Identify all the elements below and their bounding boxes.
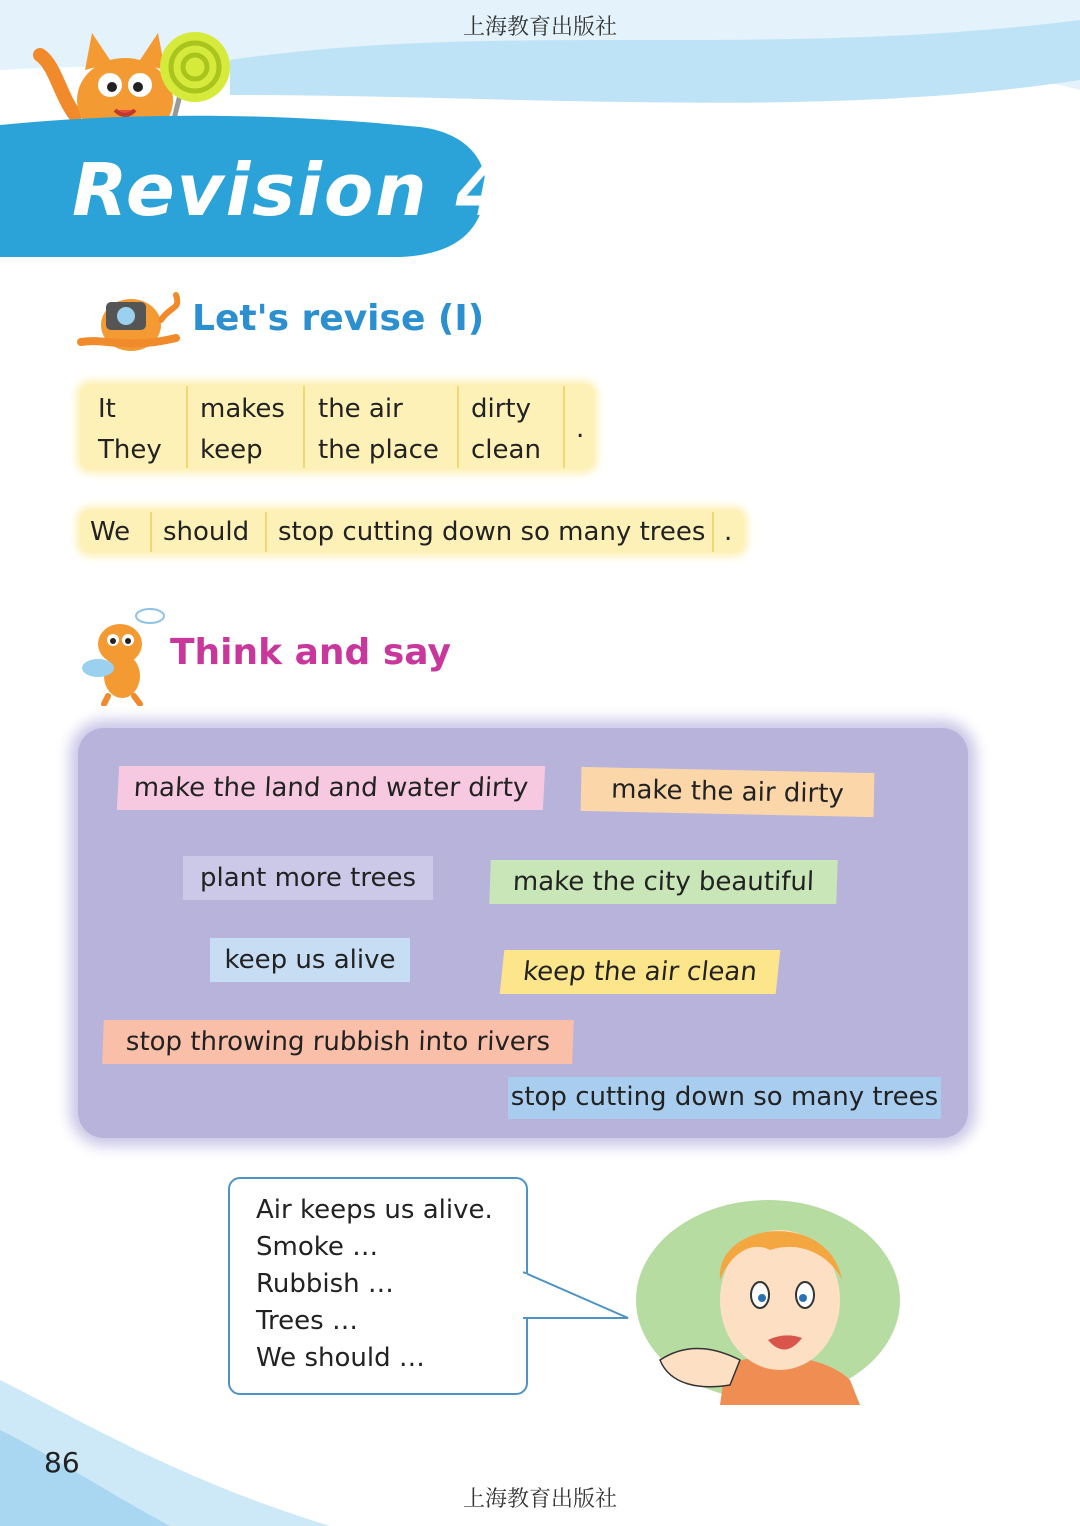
boy-speaking-illustration — [630, 1200, 900, 1405]
table-divider — [712, 512, 714, 552]
table-cell: the air — [318, 394, 403, 424]
phrase-card: keep the air clean — [500, 950, 781, 994]
lets-revise-heading: Let's revise (I) — [192, 298, 485, 339]
table-cell: dirty — [471, 394, 531, 424]
bubble-line: Rubbish … — [256, 1269, 394, 1299]
phrase-card: plant more trees — [183, 856, 433, 900]
bubble-line: Air keeps us alive. — [256, 1195, 493, 1225]
table-divider — [303, 386, 305, 468]
table-divider — [186, 386, 188, 468]
table-cell: keep — [200, 435, 263, 465]
phrase-card: keep us alive — [210, 938, 410, 982]
bubble-line: We should … — [256, 1343, 425, 1373]
table-cell: the place — [318, 435, 439, 465]
table-divider — [563, 386, 565, 468]
publisher-header: 上海教育出版社 — [462, 15, 617, 40]
table-cell: should — [163, 517, 250, 547]
table-end-mark: . — [724, 517, 733, 547]
cat-thinking-icon — [78, 606, 173, 706]
page-title: Revision 4 — [72, 148, 508, 232]
phrase-card: make the air dirty — [581, 767, 875, 817]
think-and-say-heading: Think and say — [170, 632, 451, 673]
table-end-mark: . — [576, 414, 585, 444]
bubble-line: Trees … — [256, 1306, 358, 1336]
table-cell: stop cutting down so many trees — [278, 517, 706, 547]
table-divider — [457, 386, 459, 468]
bubble-line: Smoke … — [256, 1232, 379, 1262]
table-cell: We — [90, 517, 131, 547]
phrase-card: stop cutting down so many trees — [508, 1077, 941, 1119]
publisher-footer: 上海教育出版社 — [462, 1487, 617, 1512]
table-divider — [265, 512, 267, 552]
phrase-card: stop throwing rubbish into rivers — [102, 1020, 574, 1064]
table-cell: clean — [471, 435, 541, 465]
speech-bubble-tail — [523, 1270, 631, 1325]
table-cell: It — [98, 394, 116, 424]
phrase-card: make the land and water dirty — [117, 766, 545, 810]
page-number: 86 — [44, 1446, 80, 1479]
table-divider — [150, 512, 152, 552]
table-cell: makes — [200, 394, 285, 424]
phrase-card: make the city beautiful — [489, 860, 838, 904]
cat-camera-icon — [76, 280, 186, 355]
speech-bubble — [228, 1177, 528, 1395]
table-cell: They — [98, 435, 162, 465]
